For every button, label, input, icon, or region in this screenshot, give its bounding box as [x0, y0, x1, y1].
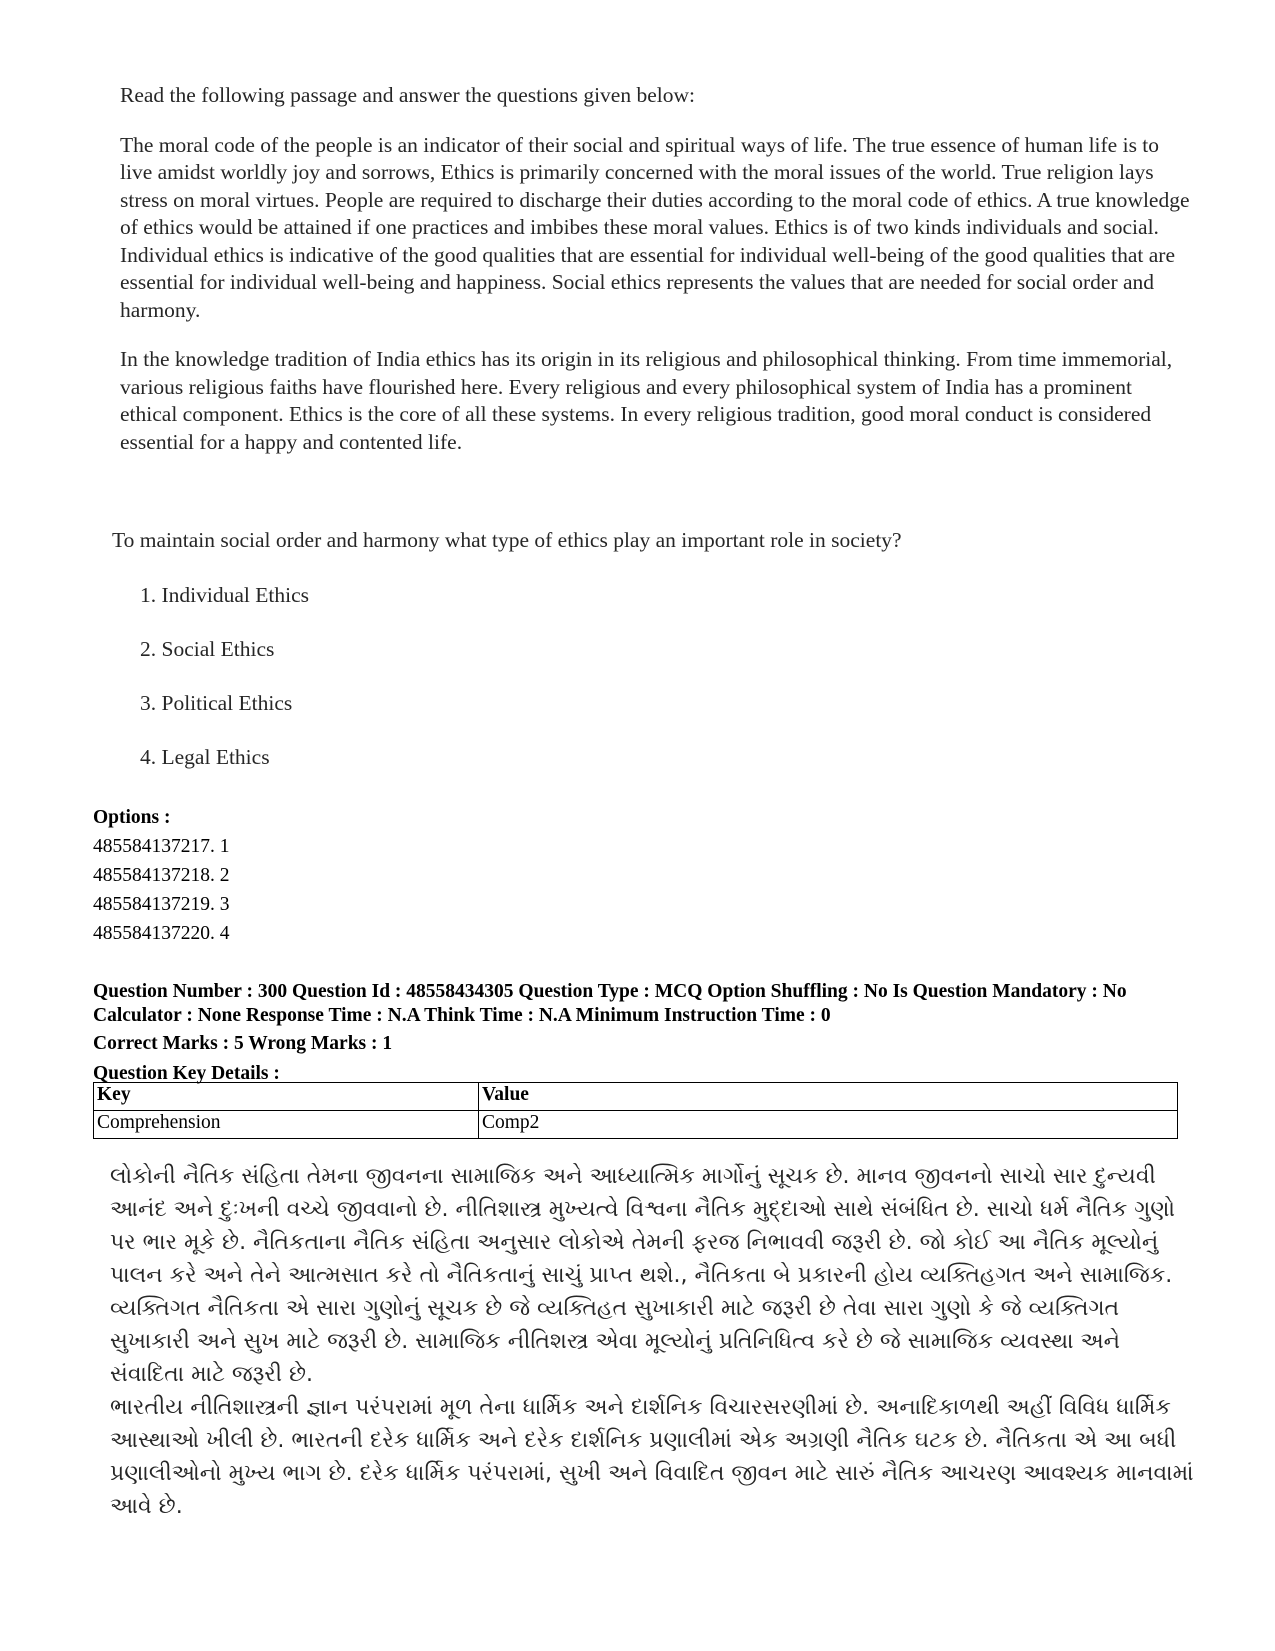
- header-key: Key: [94, 1083, 479, 1111]
- question-text: To maintain social order and harmony what type of ethics play an important role in society?: [112, 528, 902, 552]
- question-meta-line: Question Number : 300 Question Id : 48558434305 Question Type : MCQ Option Shuffling : No Is Question Mandatory : No Calculator : None Response Time : N.A Think Time : N.A Minimum Instruction Time : 0: [93, 981, 1127, 1026]
- option-item: 485584137219. 3: [93, 894, 230, 915]
- passage-intro: Read the following passage and answer the questions given below:: [120, 83, 695, 107]
- cell-value: Comp2: [479, 1111, 1178, 1139]
- options-title: Options :: [93, 807, 171, 828]
- passage-image: [110, 82, 1190, 478]
- choice-item: 2. Social Ethics: [140, 637, 275, 661]
- option-item: 485584137217. 1: [93, 836, 230, 857]
- choice-item: 1. Individual Ethics: [140, 583, 309, 607]
- gujarati-passage: [110, 1160, 1200, 1523]
- option-item: 485584137218. 2: [93, 865, 230, 886]
- cell-key: Comprehension: [94, 1111, 479, 1139]
- gujarati-paragraph-1: લોકોની નૈતિક સંહિતા તેમના જીવનના સામાજિક અને આધ્યાત્મિક માર્ગોનું સૂચક છે. માનવ જીવનનો સાચો સાર દુન્યવી આનંદ અને દુઃખની વચ્ચે જીવવાનો છે. નીતિશાસ્ત્ર મુખ્યત્વે વિશ્વના નૈતિક મુદ્દાઓ સાથે સંબંધિત છે. સાચો ધર્મ નૈતિક ગુણો પર ભાર મૂકે છે. નૈતિકતાના નૈતિક સંહિતા અનુસાર લોકોએ તેમની ફરજ નિભાવવી જરૂરી છે. જો કોઈ આ નૈતિક મૂલ્યોનું પાલન કરે અને તેને આત્મસાત કરે તો નૈતિકતાનું સાચું પ્રાપ્ત થશે., નૈતિકતા બે પ્રકારની હોય વ્યક્તિહગત અને સામાજિક. વ્યક્તિગત નૈતિકતા એ સારા ગુણોનું સૂચક છે જે વ્યક્તિહત સુખાકારી માટે જરૂરી છે તેવા સારા ગુણો કે જે વ્યક્તિગત સુખાકારી અને સુખ માટે જરૂરી છે. સામાજિક નીતિશસ્ત્ર એવા મૂલ્યોનું પ્રતિનિધિત્વ કરે છે જે સામાજિક વ્યવસ્થા અને સંવાદિતા માટે જરૂરી છે.: [110, 1164, 1175, 1387]
- question-meta: [93, 980, 1213, 1086]
- gujarati-paragraph-2: ભારતીય નીતિશાસ્ત્રની જ્ઞાન પરંપરામાં મૂળ તેના ધાર્મિક અને દાર્શનિક વિચારસરણીમાં છે. અનાદિકાળથી અહીં વિવિધ ધાર્મિક આસ્થાઓ ખીલી છે. ભારતની દરેક ધાર્મિક અને દરેક દાર્શનિક પ્રણાલીમાં એક અગ્રણી નૈતિક ઘટક છે. નૈતિકતા એ આ બધી પ્રણાલીઓનો મુખ્ય ભાગ છે. દરેક ધાર્મિક પરંપરામાં, સુખી અને વિવાદિત જીવન માટે સારું નૈતિક આચરણ આવશ્યક માનવામાં આવે છે.: [110, 1395, 1194, 1519]
- question-choices: [140, 583, 309, 799]
- key-details-title: Question Key Details :: [93, 1063, 280, 1084]
- header-value: Value: [479, 1083, 1178, 1111]
- passage-paragraph-1: The moral code of the people is an indicator of their social and spiritual ways of life. The true essence of human life is to live amidst worldly joy and sorrows, Ethics is primarily concerned with the moral issues of the world. True religion lays stress on moral virtues. People are required to discharge their duties according to the moral code of ethics. A true knowledge of ethics would be attained if one practices and imbibes these moral values. Ethics is of two kinds individuals and social. Individual ethics is indicative of the good qualities that are essential for individual well-being of the good qualities that are essential for individual well-being and happiness. Social ethics represents the values that are needed for social order and harmony.: [120, 132, 1190, 322]
- key-details-table: [93, 1082, 1178, 1139]
- passage-paragraph-2: In the knowledge tradition of India ethics has its origin in its religious and philosophical thinking. From time immemorial, various religious faiths have flourished here. Every religious and every philosophical system of India has a prominent ethical component. Ethics is the core of all these systems. In every religious tradition, good moral conduct is considered essential for a happy and contented life.: [120, 347, 1173, 454]
- choice-item: 3. Political Ethics: [140, 691, 293, 715]
- option-item: 485584137220. 4: [93, 923, 230, 944]
- options-block: [93, 803, 230, 948]
- table-header-row: [94, 1083, 1178, 1111]
- table-row: [94, 1111, 1178, 1139]
- marks-line: Correct Marks : 5 Wrong Marks : 1: [93, 1033, 393, 1054]
- choice-item: 4. Legal Ethics: [140, 745, 270, 769]
